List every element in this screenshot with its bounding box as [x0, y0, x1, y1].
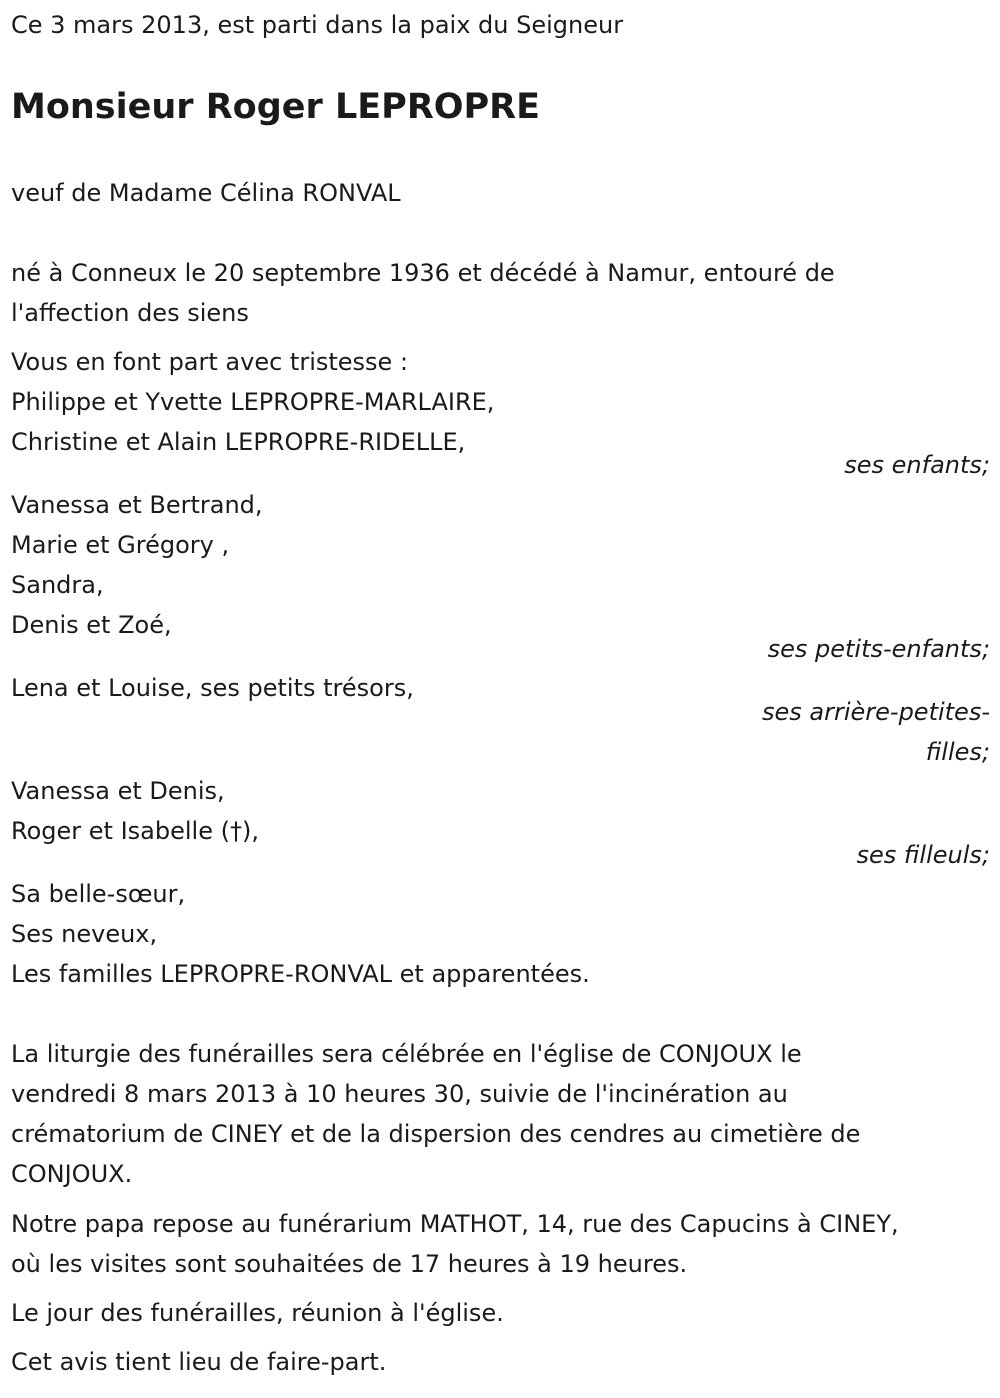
relative-line: Ses neveux, [11, 920, 158, 948]
visitation-line: Notre papa repose au funérarium MATHOT, 14, rue des Capucins à CINEY, [11, 1210, 899, 1238]
closing-line: Cet avis tient lieu de faire-part. [11, 1348, 387, 1376]
godchild-line: Roger et Isabelle (†), [11, 817, 259, 845]
funeral-line: CONJOUX. [11, 1160, 133, 1188]
role-godchildren: ses filleuls; [856, 841, 990, 869]
godchild-line: Vanessa et Denis, [11, 777, 225, 805]
funeral-line: vendredi 8 mars 2013 à 10 heures 30, suivie de l'incinération au [11, 1080, 788, 1108]
child-line: Christine et Alain LEPROPRE-RIDELLE, [11, 428, 466, 456]
grandchild-line: Denis et Zoé, [11, 611, 172, 639]
great-grandchild-line: Lena et Louise, ses petits trésors, [11, 674, 414, 702]
role-children: ses enfants; [844, 451, 990, 479]
role-great-grandchildren-2: filles; [925, 738, 990, 766]
widower-line: veuf de Madame Célina RONVAL [11, 179, 401, 207]
visitation-line: où les visites sont souhaitées de 17 heures à 19 heures. [11, 1250, 688, 1278]
grandchild-line: Vanessa et Bertrand, [11, 491, 263, 519]
grandchild-line: Marie et Grégory , [11, 531, 230, 559]
relative-line: Les familles LEPROPRE-RONVAL et apparentées. [11, 960, 590, 988]
relative-line: Sa belle-sœur, [11, 880, 186, 908]
child-line: Philippe et Yvette LEPROPRE-MARLAIRE, [11, 388, 495, 416]
funeral-line: crématorium de CINEY et de la dispersion des cendres au cimetière de [11, 1120, 861, 1148]
role-great-grandchildren-1: ses arrière-petites- [762, 698, 990, 726]
deceased-name: Monsieur Roger LEPROPRE [11, 87, 541, 127]
birth-line-1: né à Conneux le 20 septembre 1936 et décédé à Namur, entouré de [11, 259, 835, 287]
meeting-line: Le jour des funérailles, réunion à l'église. [11, 1299, 504, 1327]
birth-line-2: l'affection des siens [11, 299, 249, 327]
announce-intro: Vous en font part avec tristesse : [11, 348, 409, 376]
grandchild-line: Sandra, [11, 571, 104, 599]
funeral-line: La liturgie des funérailles sera célébrée en l'église de CONJOUX le [11, 1040, 802, 1068]
role-grandchildren: ses petits-enfants; [767, 635, 990, 663]
header-line: Ce 3 mars 2013, est parti dans la paix du Seigneur [11, 11, 624, 39]
